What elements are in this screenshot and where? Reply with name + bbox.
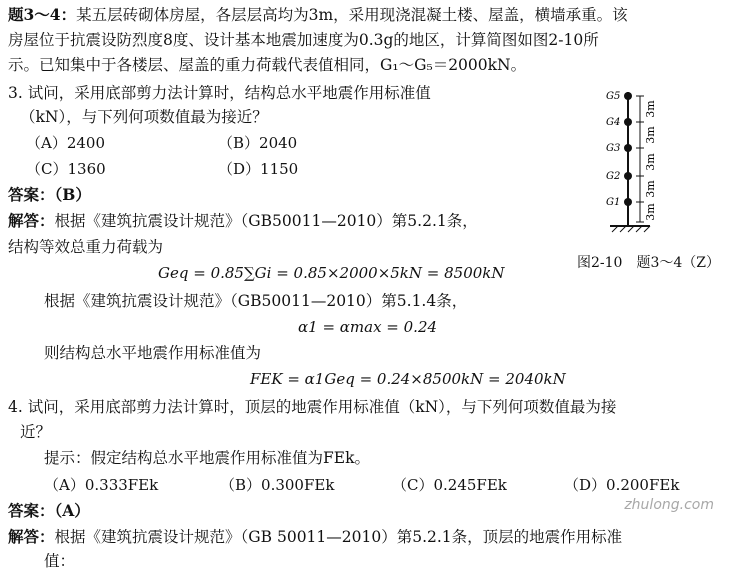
story-height-3: 3m (644, 153, 657, 171)
figure-caption: 图2-10 题3～4（Z） (577, 255, 720, 271)
q3-option-d: （D）1150 (218, 160, 299, 178)
q3-equation-geq: Geq = 0.85∑Gi = 0.85×2000×5kN = 8500kN (158, 264, 505, 282)
q4-line-2: 近？ (20, 423, 52, 441)
q3-option-b: （B）2040 (218, 134, 298, 152)
q4-option-d: （D）0.200FEk (564, 476, 680, 494)
structure-diagram (588, 86, 708, 246)
label-g5: G5 (606, 91, 621, 102)
intro-label: 题3～4： (8, 5, 77, 24)
q3-option-c: （C）1360 (26, 160, 106, 178)
node-g2 (624, 172, 632, 180)
q4-hint: 提示：假定结构总水平地震作用标准值为FEk。 (44, 449, 370, 467)
node-g1 (624, 198, 632, 206)
q3-line-1: 3. 试问，采用底部剪力法计算时，结构总水平地震作用标准值 (8, 84, 431, 102)
q4-option-b: （B）0.300FEk (220, 476, 335, 494)
q3-solution-line-4: 则结构总水平地震作用标准值为 (44, 344, 262, 362)
story-height-5: 3m (644, 100, 657, 118)
q4-line-1: 4. 试问，采用底部剪力法计算时，顶层的地震作用标准值（kN），与下列何项数值最为接 (8, 398, 617, 416)
q3-solution-line-2: 结构等效总重力荷载为 (8, 238, 164, 256)
intro-line-2: 房屋位于抗震设防烈度8度、设计基本地震加速度为0.3g的地区，计算简图如图2-10所 (8, 31, 599, 49)
q3-option-a: （A）2400 (26, 134, 106, 152)
q4-solution-label: 解答： (8, 527, 55, 546)
intro-line-1: 题3～4：某五层砖砌体房屋，各层层高均为3m，采用现浇混凝土楼、屋盖，横墙承重。该 (8, 5, 628, 24)
story-height-1: 3m (644, 203, 657, 221)
label-g3: G3 (606, 143, 621, 154)
q4-option-a: （A）0.333FEk (44, 476, 159, 494)
q3-equation-fek: FEK = α1Geq = 0.24×8500kN = 2040kN (250, 370, 566, 388)
q3-equation-alpha: α1 = αmax = 0.24 (298, 318, 438, 336)
watermark: zhulong.com (624, 497, 714, 513)
q4-solution-line-1: 解答：根据《建筑抗震设计规范》（GB 50011—2010）第5.2.1条，顶层的地震作用标准 (8, 527, 623, 546)
label-g4: G4 (606, 117, 621, 128)
story-height-4: 3m (644, 126, 657, 144)
node-g4 (624, 118, 632, 126)
story-height-2: 3m (644, 180, 657, 198)
q3-answer: 答案：（B） (8, 185, 91, 204)
node-g5 (624, 92, 632, 100)
q4-solution-line-2: 值： (44, 552, 76, 570)
q4-option-c: （C）0.245FEk (392, 476, 507, 494)
node-g3 (624, 144, 632, 152)
q4-answer: 答案：（A） (8, 501, 90, 520)
intro-line-3: 示。已知集中于各楼层、屋盖的重力荷载代表值相同，G₁～G₅＝2000kN。 (8, 56, 527, 74)
q3-solution-line-3: 根据《建筑抗震设计规范》（GB50011—2010）第5.1.4条， (44, 292, 468, 310)
label-g1: G1 (606, 197, 621, 208)
q3-line-2: （kN），与下列何项数值最为接近？ (20, 108, 268, 126)
q3-solution-label: 解答： (8, 211, 55, 230)
q3-solution-line-1: 解答：根据《建筑抗震设计规范》（GB50011—2010）第5.2.1条， (8, 211, 478, 230)
label-g2: G2 (606, 171, 621, 182)
